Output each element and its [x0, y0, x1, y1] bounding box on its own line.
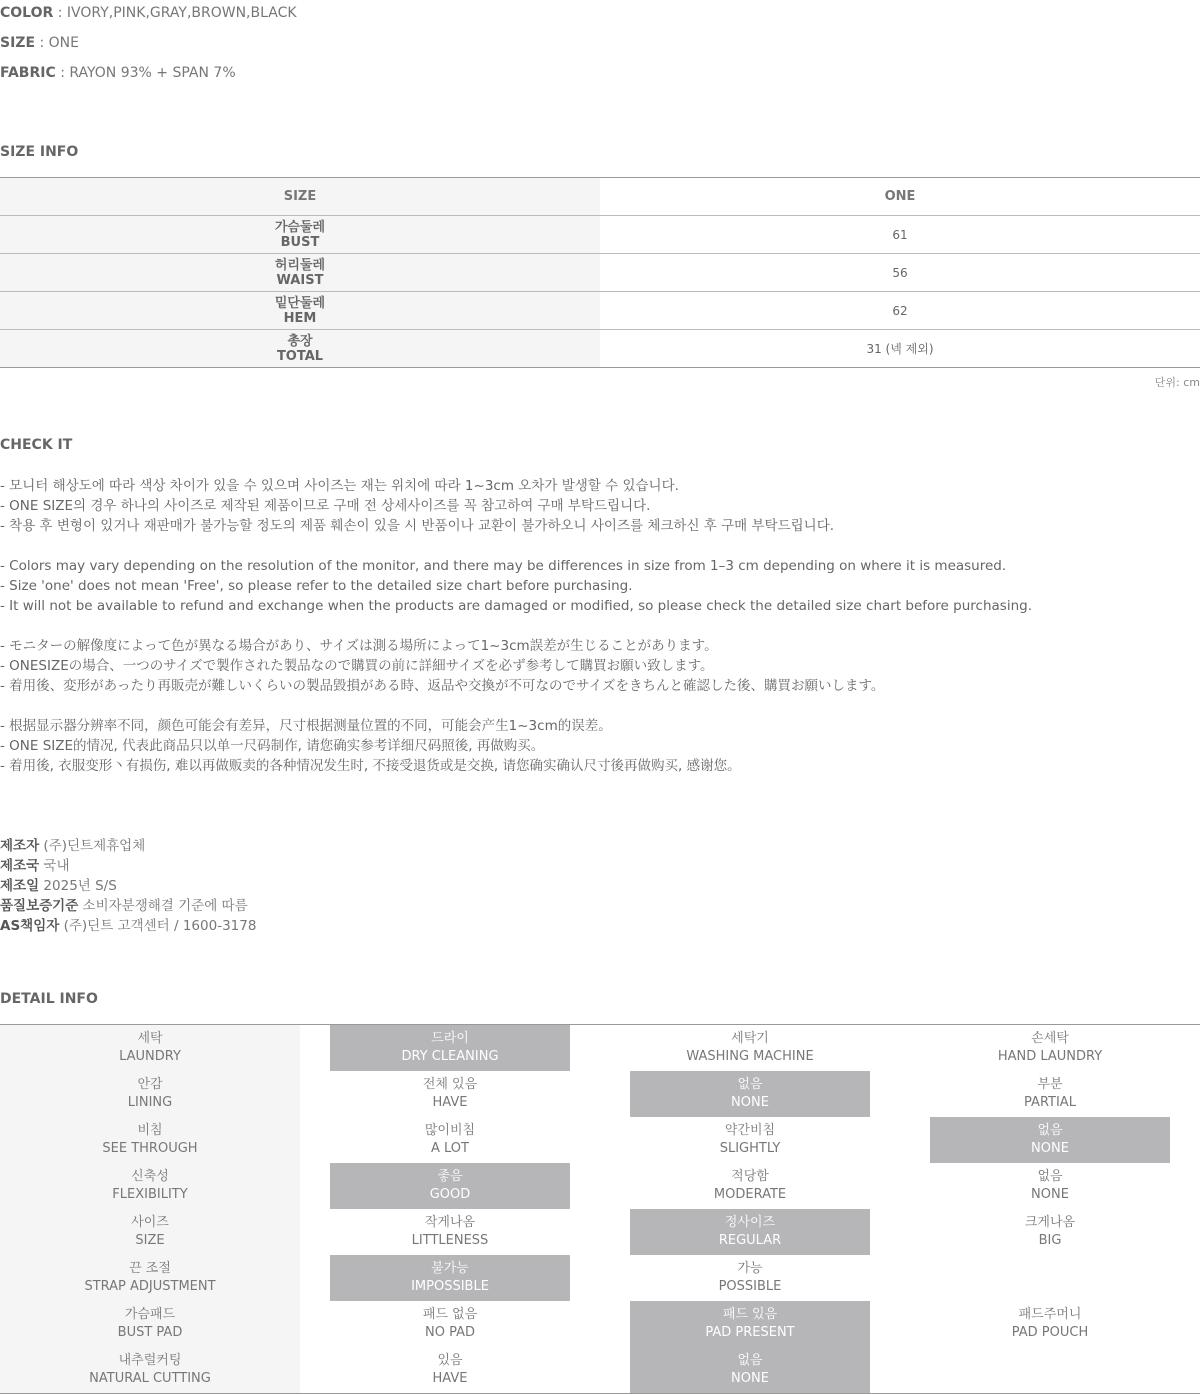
size-measure-en: WAIST [276, 272, 324, 288]
size-table-row [0, 254, 1200, 292]
detail-label-ko: 세탁 [137, 1031, 163, 1046]
detail-label [0, 1117, 300, 1163]
detail-label [0, 1071, 300, 1117]
note-line: - Size 'one' does not mean 'Free', so please refer to the detailed size chart before purchasing. [0, 578, 633, 594]
maker-line [0, 876, 256, 896]
detail-option-en: NONE [731, 1371, 769, 1386]
detail-option [630, 1163, 870, 1209]
detail-label-en: SEE THROUGH [102, 1141, 198, 1156]
check-it-title: CHECK IT [0, 437, 73, 453]
detail-option-cell [900, 1117, 1200, 1163]
size-table-row [0, 292, 1200, 330]
detail-row [0, 1301, 1200, 1347]
note-line: - It will not be available to refund and exchange when the products are damaged or modified, so please check the detailed size chart before purchasing. [0, 598, 1032, 614]
detail-label-cell [0, 1071, 300, 1117]
notes-gap [0, 696, 1200, 716]
detail-option-cell [900, 1209, 1200, 1255]
detail-option-cell [600, 1071, 900, 1117]
detail-label-en: FLEXIBILITY [112, 1187, 188, 1202]
note-line: - モニターの解像度によって色が異なる場合があり、サイズは測る場所によって1~3cm誤差が生じることがあります。 [0, 638, 718, 654]
detail-label-ko: 신축성 [131, 1169, 169, 1184]
detail-label [0, 1255, 300, 1301]
size-table-row [0, 330, 1200, 368]
detail-option [630, 1117, 870, 1163]
detail-option [930, 1163, 1170, 1209]
detail-label-cell [0, 1255, 300, 1301]
spec-fabric [0, 63, 236, 83]
check-it-notes [0, 476, 1200, 776]
maker-label: AS책임자 [0, 918, 60, 934]
maker-value: (주)딘트제휴업체 [43, 838, 146, 854]
detail-option-ko: 있음 [437, 1353, 463, 1368]
detail-option-ko: 없음 [1037, 1169, 1063, 1184]
detail-label-en: STRAP ADJUSTMENT [84, 1279, 216, 1294]
size-unit: 단위: cm [1154, 376, 1200, 389]
size-measure-ko: 밑단둘레 [274, 295, 326, 311]
detail-option-ko: 없음 [737, 1077, 763, 1092]
maker-line [0, 836, 256, 856]
detail-option-cell [600, 1301, 900, 1347]
detail-option [930, 1301, 1170, 1347]
maker-label: 품질보증기준 [0, 898, 79, 914]
detail-option [330, 1209, 570, 1255]
detail-label-ko: 안감 [137, 1077, 163, 1092]
note-line: - Colors may vary depending on the resolution of the monitor, and there may be differences in size from 1–3 cm depending on where it is measured. [0, 558, 1007, 574]
detail-option-cell [300, 1347, 600, 1393]
detail-option-en: PARTIAL [1024, 1095, 1076, 1110]
detail-row [0, 1255, 1200, 1301]
size-measure-en: HEM [283, 310, 317, 326]
detail-option-ko: 손세탁 [1031, 1031, 1069, 1046]
detail-option-en: NONE [1031, 1187, 1069, 1202]
size-measure-label [0, 254, 600, 291]
note-line: - ONE SIZE的情况, 代表此商品只以单一尺码制作, 请您确实参考详细尺码照後, 再做购买。 [0, 738, 545, 754]
detail-row [0, 1347, 1200, 1393]
detail-option-en: MODERATE [713, 1187, 787, 1202]
maker-line [0, 896, 256, 916]
detail-option-cell [600, 1117, 900, 1163]
detail-option-en: NO PAD [424, 1325, 475, 1340]
detail-option-ko: 약간비침 [724, 1123, 776, 1138]
detail-option-cell [300, 1025, 600, 1071]
detail-option [630, 1255, 870, 1301]
detail-option-cell [300, 1117, 600, 1163]
detail-row [0, 1025, 1200, 1071]
note-line: - ONE SIZE의 경우 하나의 사이즈로 제작된 제품이므로 구매 전 상세사이즈를 꼭 참고하여 구매 부탁드립니다. [0, 498, 651, 514]
detail-option-cell [300, 1163, 600, 1209]
spec-size-value: : ONE [39, 35, 79, 51]
detail-option-cell [900, 1347, 1200, 1393]
size-header-right: ONE [884, 189, 916, 204]
detail-option [330, 1071, 570, 1117]
detail-option-en: A LOT [431, 1141, 469, 1156]
detail-label-en: SIZE [135, 1233, 165, 1248]
detail-option-en: IMPOSSIBLE [411, 1279, 489, 1294]
size-measure-label [0, 330, 600, 367]
detail-label-en: NATURAL CUTTING [89, 1371, 211, 1386]
detail-option-en: PAD POUCH [1011, 1325, 1089, 1340]
detail-option [930, 1025, 1170, 1071]
detail-row [0, 1209, 1200, 1255]
maker-label: 제조자 [0, 838, 40, 854]
detail-option-en: PAD PRESENT [705, 1325, 795, 1340]
note-line: - 着用後、変形があったり再販売が難しいくらいの製品毀損がある時、返品や交換が不可なのでサイズをきちんと確認した後、購買お願いします。 [0, 678, 885, 694]
detail-label-en: BUST PAD [117, 1325, 183, 1340]
maker-line [0, 856, 256, 876]
detail-option-selected [630, 1071, 870, 1117]
maker-value: 2025년 S/S [43, 878, 117, 894]
detail-label-cell [0, 1209, 300, 1255]
maker-value: 국내 [43, 858, 70, 874]
detail-option-selected [330, 1163, 570, 1209]
maker-value: (주)딘트 고객센터 / 1600-3178 [63, 918, 257, 934]
detail-option-selected [330, 1025, 570, 1071]
maker-value: 소비자분쟁해결 기준에 따름 [82, 898, 248, 914]
detail-info-title: DETAIL INFO [0, 991, 98, 1007]
detail-label [0, 1347, 300, 1393]
size-measure-en: TOTAL [276, 348, 324, 364]
detail-option-ko: 크게나옴 [1024, 1215, 1076, 1230]
detail-option-ko: 부분 [1037, 1077, 1063, 1092]
detail-option-cell [600, 1163, 900, 1209]
detail-option-cell [900, 1301, 1200, 1347]
detail-option-en: DRY CLEANING [401, 1049, 499, 1064]
detail-option-ko: 없음 [737, 1353, 763, 1368]
size-measure-value: 61 [892, 227, 908, 242]
maker-line [0, 916, 256, 936]
detail-label-ko: 끈 조절 [129, 1261, 171, 1276]
detail-option-cell [600, 1209, 900, 1255]
detail-option-en: SLIGHTLY [719, 1141, 781, 1156]
detail-option-cell [600, 1025, 900, 1071]
note-line: - 모니터 해상도에 따라 색상 차이가 있을 수 있으며 사이즈는 재는 위치에 따라 1~3cm 오차가 발생할 수 있습니다. [0, 478, 679, 494]
detail-option-selected [630, 1347, 870, 1393]
size-measure-label [0, 292, 600, 329]
detail-option-ko: 좋음 [437, 1169, 463, 1184]
detail-option [630, 1025, 870, 1071]
detail-option [330, 1117, 570, 1163]
detail-option [330, 1301, 570, 1347]
detail-option [930, 1209, 1170, 1255]
detail-option-en: WASHING MACHINE [686, 1049, 814, 1064]
spec-fabric-value: : RAYON 93% + SPAN 7% [60, 65, 236, 81]
detail-option-en: POSSIBLE [718, 1279, 782, 1294]
detail-option-selected [630, 1301, 870, 1347]
detail-row [0, 1163, 1200, 1209]
size-measure-value: 56 [892, 265, 908, 280]
detail-option-en: GOOD [429, 1187, 471, 1202]
detail-option-cell [900, 1071, 1200, 1117]
size-measure-label [0, 216, 600, 253]
detail-option-cell [900, 1025, 1200, 1071]
detail-option-ko: 패드주머니 [1018, 1307, 1082, 1322]
detail-option-ko: 불가능 [431, 1261, 469, 1276]
detail-label [0, 1209, 300, 1255]
detail-option-en: NONE [1031, 1141, 1069, 1156]
size-measure-ko: 총장 [287, 333, 313, 349]
detail-option-ko: 정사이즈 [724, 1215, 776, 1230]
detail-option-en: HAVE [432, 1371, 468, 1386]
size-table-row [0, 216, 1200, 254]
detail-label-ko: 가슴패드 [124, 1307, 176, 1322]
detail-option-en: REGULAR [718, 1233, 782, 1248]
size-header-left: SIZE [0, 178, 600, 215]
size-table-header [0, 178, 1200, 216]
detail-option-selected [930, 1117, 1170, 1163]
detail-label-cell [0, 1025, 300, 1071]
note-line: - 根据显示器分辨率不同，颜色可能会有差异，尺寸根据测量位置的不同，可能会产生1~3cm的误差。 [0, 718, 612, 734]
detail-option-en: NONE [731, 1095, 769, 1110]
size-info-title: SIZE INFO [0, 144, 79, 160]
spec-color-value: : IVORY,PINK,GRAY,BROWN,BLACK [57, 5, 297, 21]
detail-label [0, 1163, 300, 1209]
detail-option [330, 1347, 570, 1393]
detail-option-selected [330, 1255, 570, 1301]
detail-option-ko: 패드 있음 [722, 1307, 778, 1322]
note-line: - 착용 후 변형이 있거나 재판매가 불가능할 정도의 제품 훼손이 있을 시 반품이나 교환이 불가하오니 사이즈를 체크하신 후 구매 부탁드립니다. [0, 518, 835, 534]
detail-option-en: HAND LAUNDRY [997, 1049, 1103, 1064]
detail-option-ko: 많이비침 [424, 1123, 476, 1138]
spec-fabric-label: FABRIC [0, 65, 56, 81]
detail-option-cell [300, 1301, 600, 1347]
note-line: - ONESIZEの場合、一つのサイズで製作された製品なので購買の前に詳細サイズを必ず参考して購買お願い致します。 [0, 658, 714, 674]
detail-option-cell [600, 1255, 900, 1301]
detail-label-cell [0, 1163, 300, 1209]
detail-label-ko: 내추럴커팅 [118, 1353, 182, 1368]
spec-size [0, 33, 79, 53]
detail-option-selected [630, 1209, 870, 1255]
detail-option-cell [300, 1255, 600, 1301]
detail-label-cell [0, 1347, 300, 1393]
detail-option-ko: 없음 [1037, 1123, 1063, 1138]
spec-color-label: COLOR [0, 5, 54, 21]
detail-option-en: LITTLENESS [411, 1233, 489, 1248]
size-measure-value: 31 (넥 제외) [866, 342, 934, 356]
detail-option-cell [300, 1071, 600, 1117]
spec-color [0, 3, 297, 23]
size-measure-en: BUST [280, 234, 320, 250]
detail-option-en: BIG [1038, 1233, 1062, 1248]
detail-info-grid [0, 1024, 1200, 1394]
detail-label [0, 1301, 300, 1347]
size-measure-value: 62 [892, 303, 908, 318]
maker-label: 제조국 [0, 858, 40, 874]
detail-row [0, 1117, 1200, 1163]
note-line: - 着用後, 衣服变形丶有损伤, 难以再做贩卖的各种情况发生时, 不接受退货或是交换, 请您确实确认尺寸後再做购买, 感谢您。 [0, 758, 741, 774]
detail-option-ko: 드라이 [431, 1031, 469, 1046]
detail-label-ko: 사이즈 [131, 1215, 169, 1230]
detail-label-cell [0, 1117, 300, 1163]
detail-label-cell [0, 1301, 300, 1347]
detail-option-ko: 세탁기 [731, 1031, 769, 1046]
detail-option [930, 1347, 1170, 1393]
detail-option-cell [900, 1163, 1200, 1209]
detail-label-ko: 비침 [137, 1123, 163, 1138]
detail-option-cell [600, 1347, 900, 1393]
detail-option-ko: 패드 없음 [422, 1307, 478, 1322]
detail-label-en: LAUNDRY [119, 1049, 181, 1064]
notes-gap [0, 536, 1200, 556]
size-measure-ko: 허리둘레 [274, 257, 326, 273]
detail-option-cell [900, 1255, 1200, 1301]
detail-label-en: LINING [127, 1095, 173, 1110]
detail-option-ko: 가능 [737, 1261, 763, 1276]
spec-size-label: SIZE [0, 35, 36, 51]
detail-label [0, 1025, 300, 1071]
maker-label: 제조일 [0, 878, 40, 894]
detail-option-cell [300, 1209, 600, 1255]
notes-gap [0, 616, 1200, 636]
maker-info [0, 836, 256, 936]
detail-option-ko: 작게나옴 [424, 1215, 476, 1230]
detail-option-ko: 적당함 [731, 1169, 769, 1184]
detail-option-en: HAVE [432, 1095, 468, 1110]
size-measure-ko: 가슴둘레 [274, 219, 326, 235]
detail-option [930, 1071, 1170, 1117]
size-table [0, 177, 1200, 368]
detail-option-ko: 전체 있음 [422, 1077, 478, 1092]
detail-option [930, 1255, 1170, 1301]
detail-row [0, 1071, 1200, 1117]
